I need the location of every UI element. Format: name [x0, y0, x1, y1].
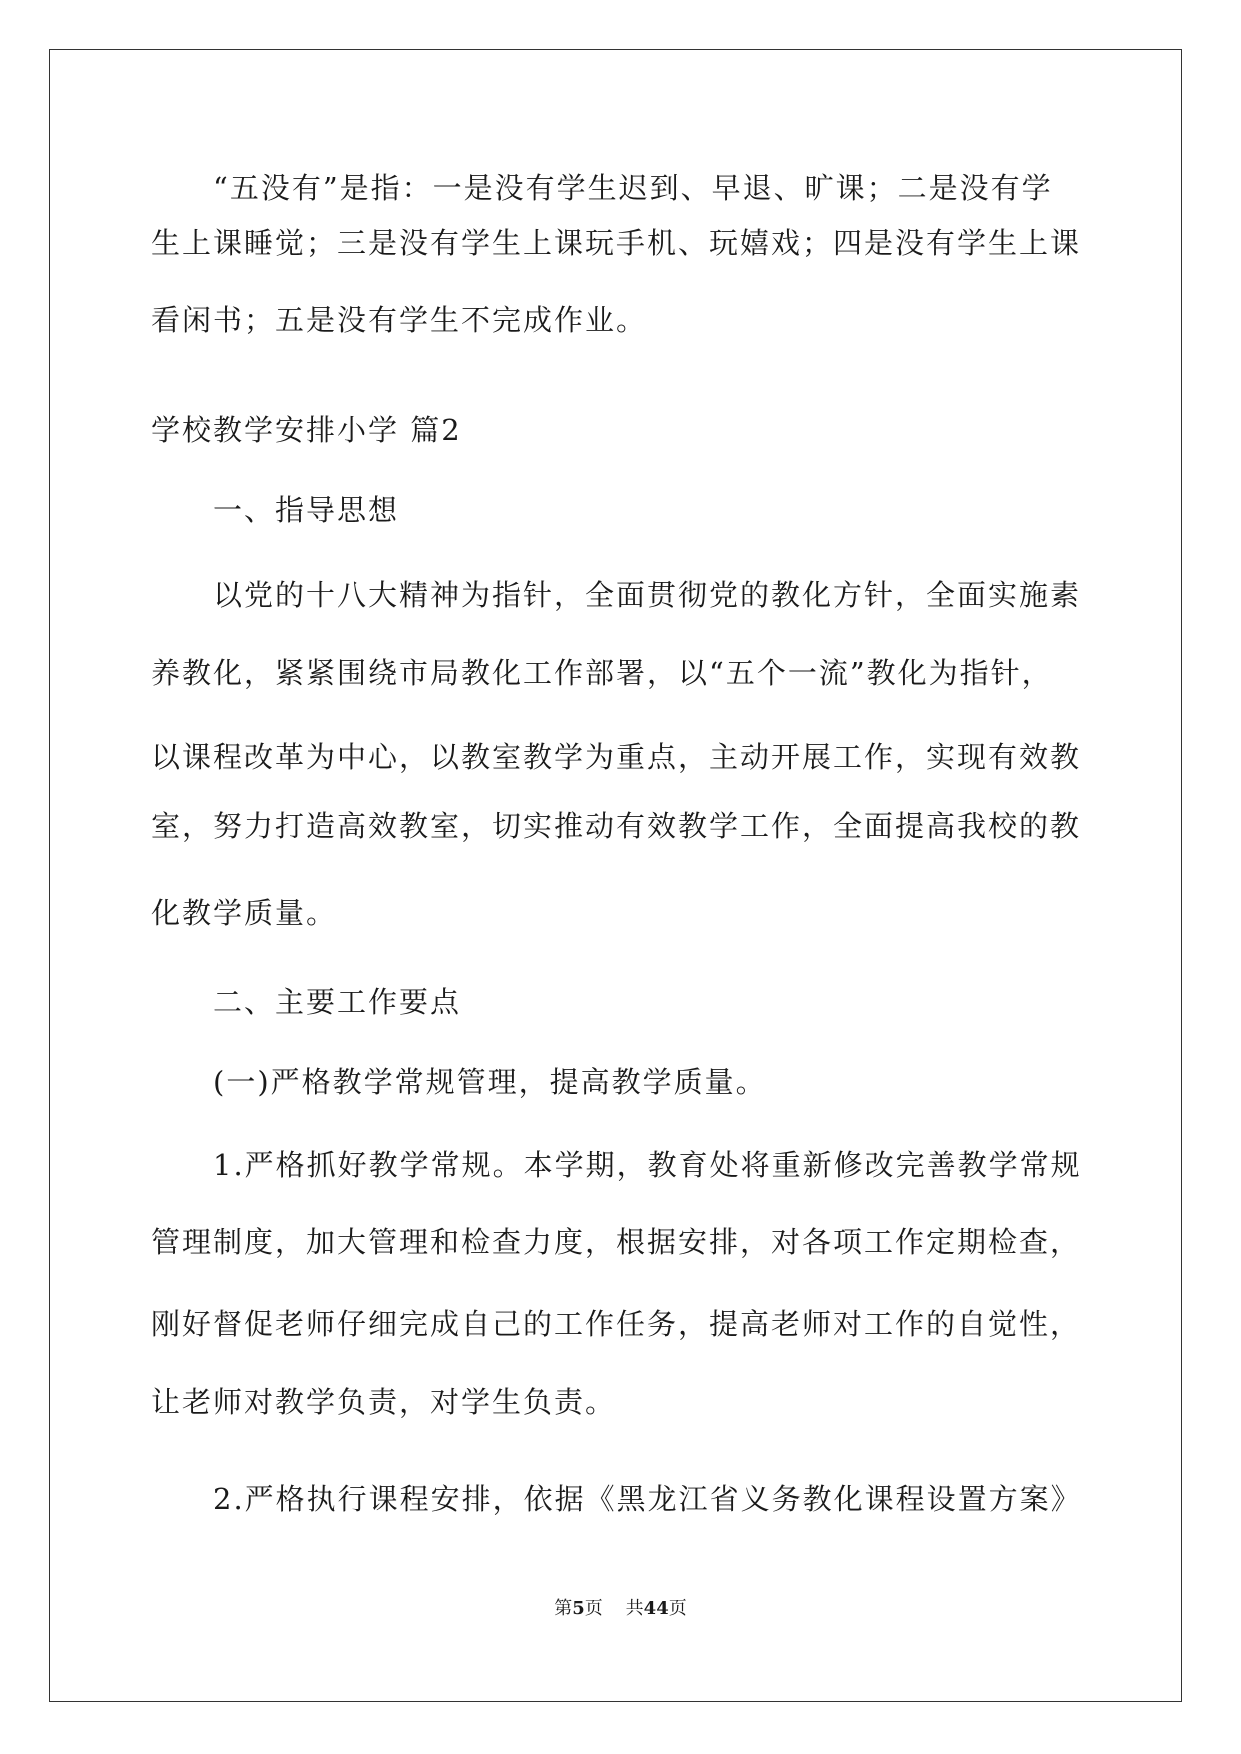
- text-line: 看闲书；五是没有学生不完成作业。: [151, 303, 648, 337]
- text-line: 二、主要工作要点: [151, 985, 462, 1019]
- page-total: 44: [643, 1598, 669, 1619]
- text-line: 管理制度，加大管理和检查力度，根据安排，对各项工作定期检查，: [151, 1225, 1082, 1259]
- total-prefix: 共: [625, 1598, 644, 1619]
- page-footer: [0, 1594, 1241, 1620]
- text-line: 室，努力打造高效教室，切实推动有效教学工作，全面提高我校的教: [151, 809, 1082, 843]
- page-suffix: 页: [584, 1598, 603, 1619]
- page-current: 5: [572, 1598, 585, 1619]
- text-line: (一)严格教学常规管理，提高教学质量。: [151, 1065, 767, 1099]
- text-line: 生上课睡觉；三是没有学生上课玩手机、玩嬉戏；四是没有学生上课: [151, 226, 1082, 260]
- text-line: 1.严格抓好教学常规。本学期，教育处将重新修改完善教学常规: [151, 1148, 1082, 1182]
- text-line: 一、指导思想: [151, 493, 400, 527]
- text-line: 以课程改革为中心，以教室教学为重点，主动开展工作，实现有效教: [151, 740, 1082, 774]
- total-suffix: 页: [668, 1598, 687, 1619]
- text-line: “五没有”是指：一是没有学生迟到、早退、旷课；二是没有学: [151, 171, 1053, 205]
- page-frame: [49, 49, 1182, 1702]
- text-line: 养教化，紧紧围绕市局教化工作部署，以“五个一流”教化为指针，: [151, 656, 1053, 690]
- page-prefix: 第: [554, 1598, 573, 1619]
- text-line: 让老师对教学负责，对学生负责。: [151, 1385, 617, 1419]
- text-line: 2.严格执行课程安排，依据《黑龙江省义务教化课程设置方案》: [151, 1482, 1082, 1516]
- section-heading: 学校教学安排小学 篇2: [151, 413, 462, 447]
- text-line: 以党的十八大精神为指针，全面贯彻党的教化方针，全面实施素: [151, 578, 1082, 612]
- text-line: 化教学质量。: [151, 896, 338, 930]
- text-line: 刚好督促老师仔细完成自己的工作任务，提高老师对工作的自觉性，: [151, 1307, 1082, 1341]
